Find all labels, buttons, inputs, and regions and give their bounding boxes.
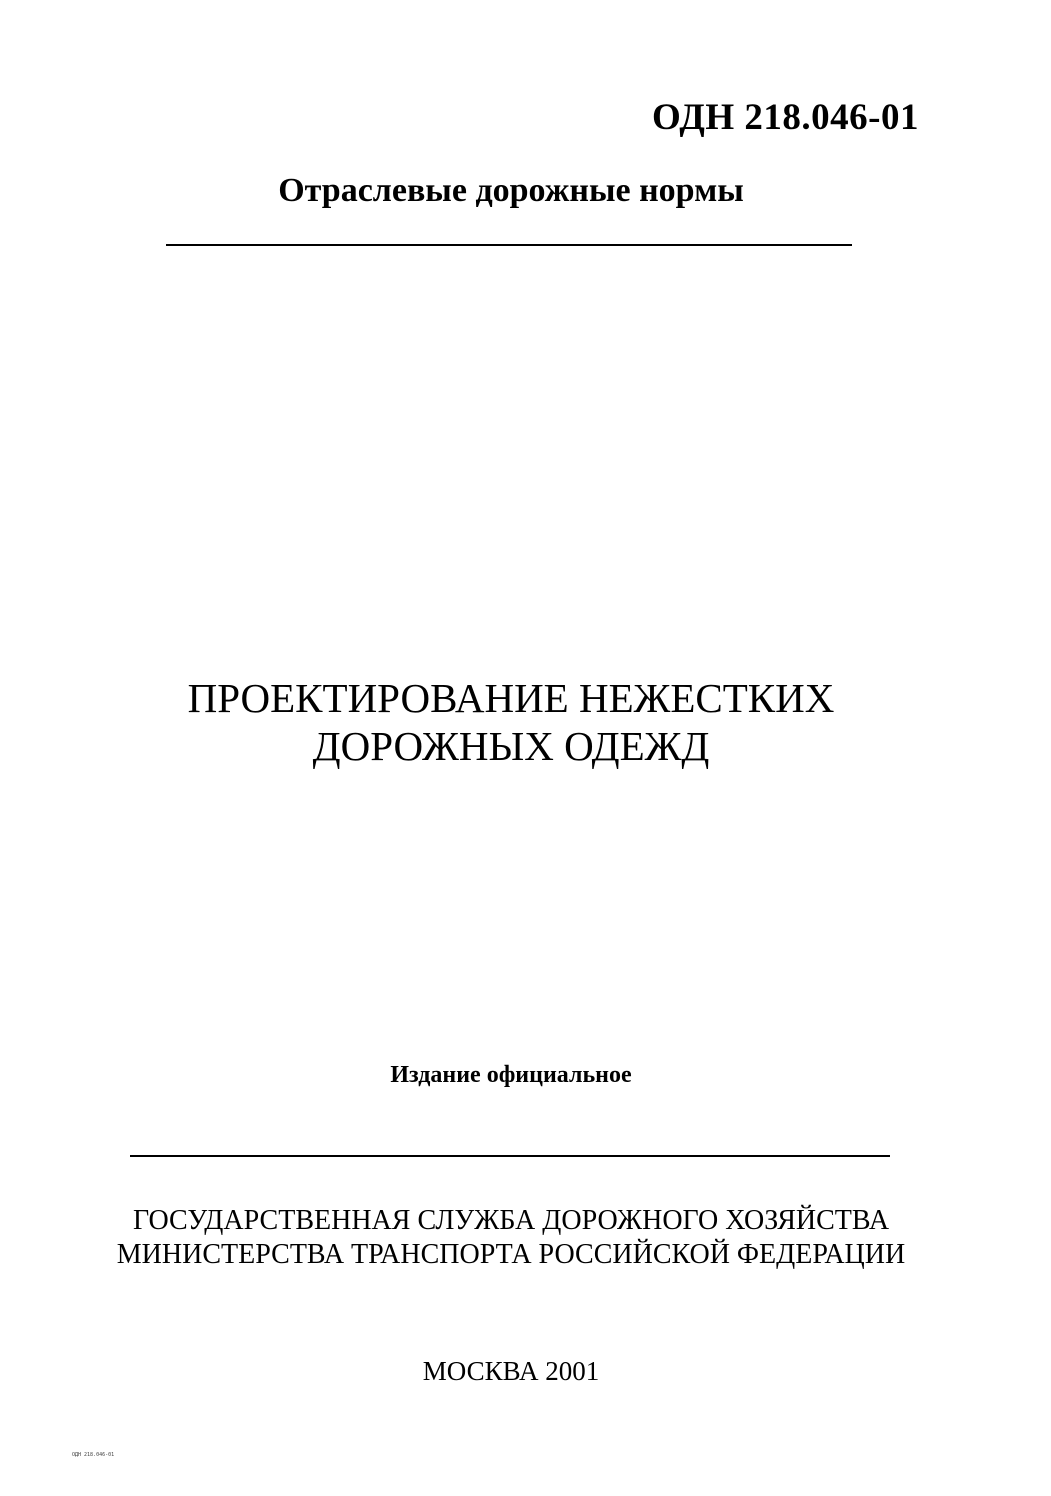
- issuing-authority-line-2: МИНИСТЕРСТВА ТРАНСПОРТА РОССИЙСКОЙ ФЕДЕРАЦИИ: [116, 1239, 906, 1270]
- document-title-line-1: ПРОЕКТИРОВАНИЕ НЕЖЕСТКИХ: [187, 675, 835, 721]
- bottom-divider: [130, 1155, 890, 1157]
- top-divider: [166, 244, 852, 246]
- footer-mark: ОДН 218.046-01: [72, 1452, 115, 1458]
- edition-label: Издание официальное: [390, 1062, 632, 1088]
- document-subtitle: Отраслевые дорожные нормы: [278, 172, 744, 209]
- document-title: [0, 674, 1022, 770]
- issuing-authority-line-1: ГОСУДАРСТВЕННАЯ СЛУЖБА ДОРОЖНОГО ХОЗЯЙСТВА: [132, 1205, 890, 1236]
- document-title-line-2: ДОРОЖНЫХ ОДЕЖД: [312, 723, 710, 769]
- publication-city-year: МОСКВА 2001: [422, 1356, 600, 1386]
- issuing-authority: [0, 1204, 1022, 1272]
- document-code: ОДН 218.046-01: [652, 97, 919, 138]
